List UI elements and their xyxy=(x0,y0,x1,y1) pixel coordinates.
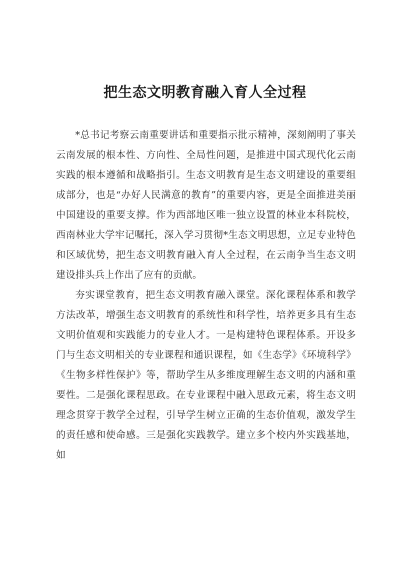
paragraph-2: 夯实课堂教育，把生态文明教育融入课堂。深化课程体系和教学方法改革，增强生态文明教育的系统性和科学性，培养更多具有生态文明价值观和实践能力的专业人才。一是构建特色课程体系。开设多门与生态文明相关的专业课程和通识课程，如《生态学》《环境科学》《生物多样性保护》等，帮助学生从多维度理解生态文明的内涵和重要性。二是强化课程思政。在专业课程中融入思政元素，将生态文明理念贯穿于教学全过程，引导学生树立正确的生态价值观，激发学生的责任感和使命感。三是强化实践教学。建立多个校内外实践基地，如 xyxy=(56,290,356,461)
paragraph-1: *总书记考察云南重要讲话和重要指示批示精神，深刻阐明了事关云南发展的根本性、方向性、全局性问题，是推进中国式现代化云南实践的根本遵循和战略指引。生态文明教育是生态文明建设的重要组成部分，也是“办好人民满意的教育”的重要内容，更是全面推进美丽中国建设的重要支撑。作为西部地区唯一独立设置的林业本科院校，西南林业大学牢记嘱托，深入学习贯彻*生态文明思想，立足专业特色和区域优势，把生态文明教育融入育人全过程，在云南争当生态文明建设排头兵上作出了应有的贡献。 xyxy=(56,130,356,281)
document-body xyxy=(56,126,356,466)
document-title: 把生态文明教育融入育人全过程 xyxy=(103,85,307,101)
